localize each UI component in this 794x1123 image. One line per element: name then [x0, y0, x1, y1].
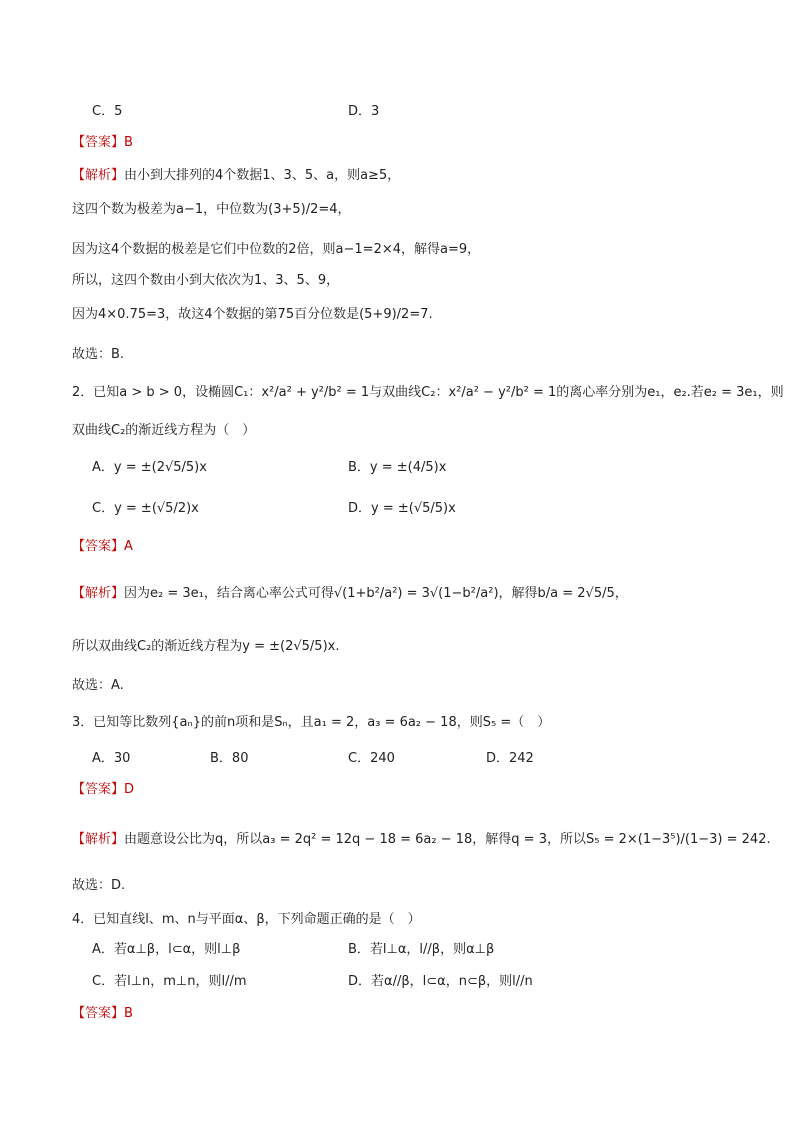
q3-option-b: B．80 — [210, 751, 249, 766]
q2-option-d: D．y = ±(√5/5)x — [348, 501, 456, 516]
q3-answer: 【答案】D — [72, 782, 135, 797]
q2-option-a: A．y = ±(2√5/5)x — [92, 460, 207, 475]
q2-stem-line-1: 2．已知a > b > 0，设椭圆C₁：x²/a² + y²/b² = 1与双曲线C₂：x²/a² − y²/b² = 1的离心率分别为e₁，e₂.若e₂ = 3e₁，则 — [72, 385, 784, 400]
q2-option-c: C．y = ±(√5/2)x — [92, 501, 199, 516]
q1-analysis-line-3: 因为这4个数据的极差是它们中位数的2倍，则a−1=2×4，解得a=9， — [72, 242, 481, 257]
q3-conclusion: 故选：D. — [72, 878, 126, 893]
q4-option-a: A．若α⊥β，l⊂α，则l⊥β — [92, 942, 241, 957]
q1-analysis-line-1: 【解析】由小到大排列的4个数据1、3、5、a，则a≥5， — [72, 168, 401, 183]
q3-option-d: D．242 — [486, 751, 534, 766]
q4-option-d: D．若α//β，l⊂α，n⊂β，则l//n — [348, 974, 533, 989]
q3-option-c: C．240 — [348, 751, 395, 766]
q1-option-c: C．5 — [92, 104, 123, 119]
q1-analysis-line-5: 因为4×0.75=3，故这4个数据的第75百分位数是(5+9)/2=7. — [72, 307, 433, 322]
q2-option-b: B．y = ±(4/5)x — [348, 460, 447, 475]
q3-analysis: 【解析】由题意设公比为q，所以a₃ = 2q² = 12q − 18 = 6a₂ − 18，解得q = 3，所以S₅ = 2×(1−3⁵)/(1−3) = 242. — [72, 832, 771, 847]
q1-answer: 【答案】B — [72, 135, 133, 150]
q4-option-c: C．若l⊥n，m⊥n，则l//m — [92, 974, 247, 989]
q1-option-d: D．3 — [348, 104, 380, 119]
q1-conclusion: 故选：B. — [72, 347, 125, 362]
q2-analysis-line-2: 所以双曲线C₂的渐近线方程为y = ±(2√5/5)x. — [72, 639, 340, 654]
q2-answer: 【答案】A — [72, 539, 133, 554]
q1-analysis-line-2: 这四个数为极差为a−1，中位数为(3+5)/2=4， — [72, 202, 351, 217]
q1-analysis-line-4: 所以，这四个数由小到大依次为1、3、5、9， — [72, 273, 340, 288]
q3-stem: 3．已知等比数列{aₙ}的前n项和是Sₙ，且a₁ = 2，a₃ = 6a₂ − 18，则S₅ =（ ） — [72, 715, 551, 730]
q4-stem: 4．已知直线l、m、n与平面α、β，下列命题正确的是（ ） — [72, 912, 421, 927]
q2-conclusion: 故选：A. — [72, 678, 124, 693]
q4-option-b: B．若l⊥α，l//β，则α⊥β — [348, 942, 495, 957]
q3-option-a: A．30 — [92, 751, 131, 766]
q2-stem-line-2: 双曲线C₂的渐近线方程为（ ） — [72, 423, 256, 438]
q4-answer: 【答案】B — [72, 1006, 133, 1021]
q2-analysis-line-1: 【解析】因为e₂ = 3e₁，结合离心率公式可得√(1+b²/a²) = 3√(1−b²/a²)，解得b/a = 2√5/5， — [72, 586, 628, 601]
